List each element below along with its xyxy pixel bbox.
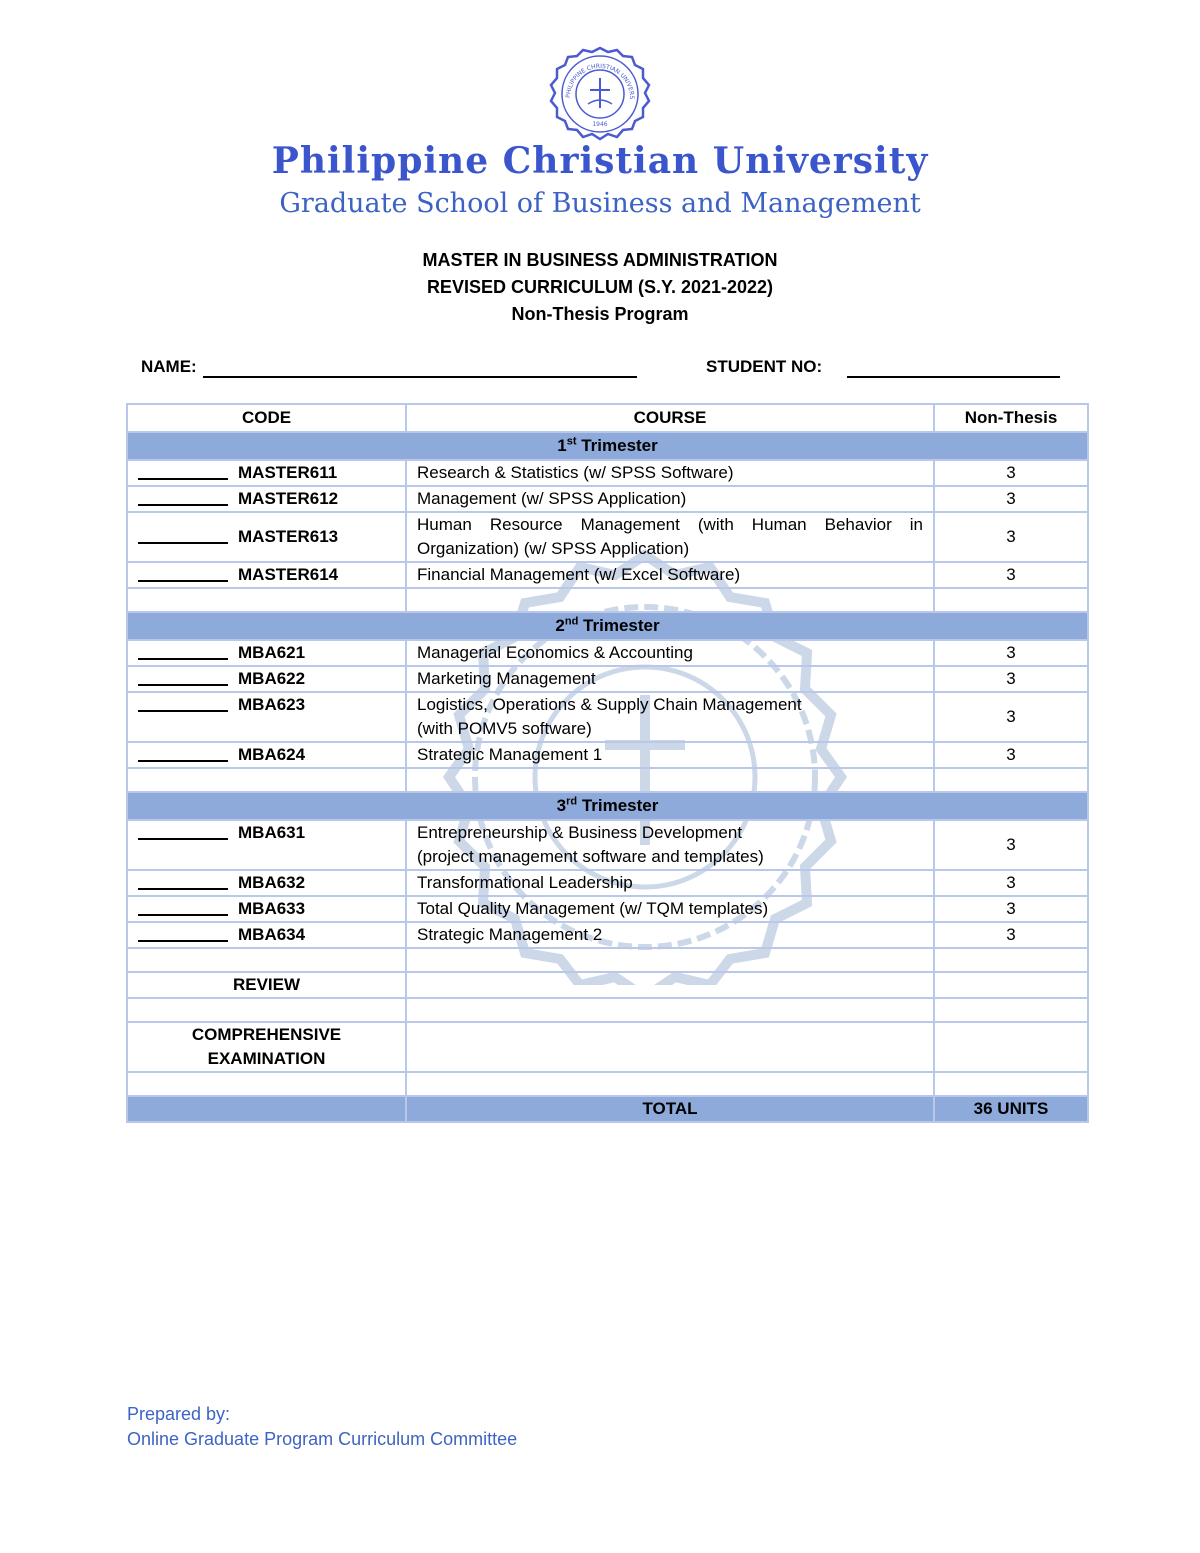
name-label: NAME: (141, 357, 197, 376)
checkbox-line[interactable] (138, 888, 228, 890)
curriculum-table (126, 403, 1089, 1123)
svg-text:PHILIPPINE CHRISTIAN UNIVERSIT: PHILIPPINE CHRISTIAN UNIVERS (564, 62, 636, 100)
table-row: MBA624 Strategic Management 1 3 (127, 742, 1088, 768)
table-row: MASTER612 Management (w/ SPSS Application) 3 (127, 486, 1088, 512)
comprehensive-exam-row: COMPREHENSIVE EXAMINATION (127, 1022, 1088, 1072)
student-no-label: STUDENT NO: (706, 357, 823, 376)
term-2-header: 2nd Trimester (127, 612, 1088, 640)
checkbox-line[interactable] (138, 580, 228, 582)
review-row: REVIEW (127, 972, 1088, 998)
committee-name: Online Graduate Program Curriculum Committee (127, 1429, 518, 1449)
table-row: MBA634 Strategic Management 2 3 (127, 922, 1088, 948)
checkbox-line[interactable] (138, 542, 228, 544)
university-seal-logo (540, 46, 660, 146)
term-1-header: 1st Trimester (127, 432, 1088, 460)
total-label: TOTAL (406, 1096, 934, 1122)
table-row: MBA622 Marketing Management 3 (127, 666, 1088, 692)
checkbox-line[interactable] (138, 838, 228, 840)
table-row: MBA621 Managerial Economics & Accounting 3 (127, 640, 1088, 666)
table-row: MBA632 Transformational Leadership 3 (127, 870, 1088, 896)
school-name: Graduate School of Business and Management (279, 188, 921, 219)
curriculum-title: REVISED CURRICULUM (S.Y. 2021-2022) (426, 277, 774, 297)
checkbox-line[interactable] (138, 940, 228, 942)
table-row: MASTER613 Human Resource Management (with Human Behavior in Organization) (w/ SPSS Application) 3 (127, 512, 1088, 562)
checkbox-line[interactable] (138, 684, 228, 686)
course-header: COURSE (406, 404, 934, 432)
checkbox-line[interactable] (138, 914, 228, 916)
table-header-row (127, 404, 1088, 432)
total-row (127, 1096, 1088, 1122)
checkbox-line[interactable] (138, 478, 228, 480)
prepared-by-label: Prepared by: (127, 1404, 231, 1424)
table-row: MASTER611 Research & Statistics (w/ SPSS Software) 3 (127, 460, 1088, 486)
program-title: MASTER IN BUSINESS ADMINISTRATION (422, 250, 778, 270)
table-row: MBA633 Total Quality Management (w/ TQM templates) 3 (127, 896, 1088, 922)
code-header: CODE (127, 404, 406, 432)
total-units: 36 UNITS (934, 1096, 1088, 1122)
table-row: MASTER614 Financial Management (w/ Excel Software) 3 (127, 562, 1088, 588)
checkbox-line[interactable] (138, 504, 228, 506)
checkbox-line[interactable] (138, 658, 228, 660)
table-row: MBA623 Logistics, Operations & Supply Chain Management (with POMV5 software) 3 (127, 692, 1088, 742)
program-type: Non-Thesis Program (511, 304, 689, 324)
term-3-header: 3rd Trimester (127, 792, 1088, 820)
svg-text:1946: 1946 (592, 121, 608, 128)
units-header: Non-Thesis (934, 404, 1088, 432)
checkbox-line[interactable] (138, 760, 228, 762)
name-field[interactable] (203, 376, 637, 378)
checkbox-line[interactable] (138, 710, 228, 712)
table-row: MBA631 Entrepreneurship & Business Development (project management software and templates) 3 (127, 820, 1088, 870)
student-no-field[interactable] (847, 376, 1060, 378)
university-name: Philippine Christian University (271, 140, 929, 182)
